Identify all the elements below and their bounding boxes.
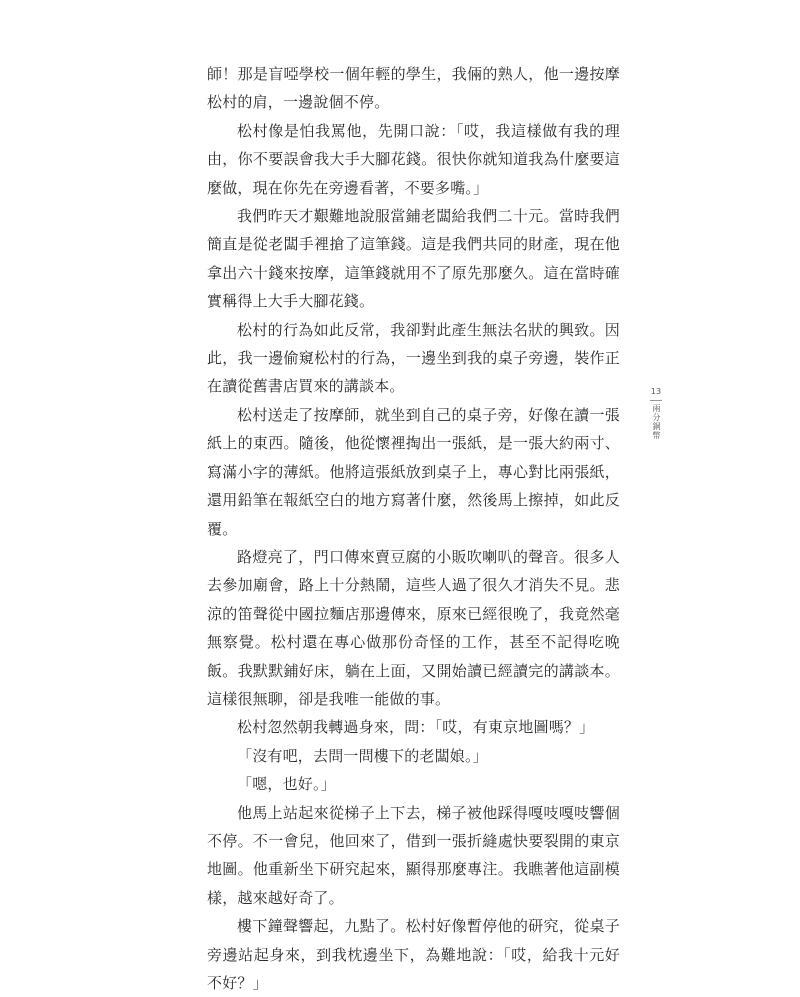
running-title: 兩分銅幣 xyxy=(652,404,661,440)
paragraph: 松村送走了按摩師，就坐到自己的桌子旁，好像在讀一張紙上的東西。隨後，他從懷裡掏出一張紙，是一張大約兩寸、寫滿小字的薄紙。他將這張紙放到桌子上，專心對比兩張紙，還用鉛筆在報紙空白的地方寫著什麼，然後馬上擦掉，如此反覆。 xyxy=(207,405,620,538)
body-text xyxy=(207,60,620,997)
paragraph: 松村忽然朝我轉過身來，問：「哎，有東京地圖嗎？」 xyxy=(237,718,595,737)
paragraph: 「嗯，也好。」 xyxy=(237,775,336,794)
paragraph: 路燈亮了，門口傳來賣豆腐的小販吹喇叭的聲音。很多人去參加廟會，路上十分熱鬧，這些人過了很久才消失不見。悲涼的笛聲從中國拉麵店那邊傳來，原來已經很晚了，我竟然毫無察覺。松村還在專心做那份奇怪的工作，甚至不記得吃晚飯。我默默鋪好床，躺在上面，又開始讀已經讀完的講談本。這樣很無聊，卻是我唯一能做的事。 xyxy=(207,547,620,708)
paragraph: 他馬上站起來從梯子上下去，梯子被他踩得嘎吱嘎吱響個不停。不一會兒，他回來了，借到一張折縫處快要裂開的東京地圖。他重新坐下研究起來，顯得那麼專注。我瞧著他這副模樣，越來越好奇了。 xyxy=(207,803,620,907)
paragraph: 「沒有吧，去問一問樓下的老闆娘。」 xyxy=(237,746,488,765)
paragraph: 我們昨天才艱難地說服當鋪老闆給我們二十元。當時我們簡直是從老闆手裡搶了這筆錢。這是我們共同的財產，現在他拿出六十錢來按摩，這筆錢就用不了原先那麼久。這在當時確實稱得上大手大腳花錢。 xyxy=(207,207,620,311)
paragraph-continued: 師！那是盲啞學校一個年輕的學生，我倆的熟人，他一邊按摩松村的肩，一邊說個不停。 xyxy=(207,65,620,112)
page-number: 13 xyxy=(650,387,662,396)
paragraph: 樓下鐘聲響起，九點了。松村好像暫停他的研究，從桌子旁邊站起身來，到我枕邊坐下，為難地說：「哎，給我十元好不好？」 xyxy=(207,917,620,992)
folio-divider xyxy=(650,400,662,401)
paragraph: 松村像是怕我罵他，先開口說：「哎，我這樣做有我的理由，你不要誤會我大手大腳花錢。很快你就知道我為什麼要這麼做，現在你先在旁邊看著，不要多嘴。」 xyxy=(207,121,620,197)
paragraph: 松村的行為如此反常，我卻對此產生無法名狀的興致。因此，我一邊偷窺松村的行為，一邊坐到我的桌子旁邊，裝作正在讀從舊書店買來的講談本。 xyxy=(207,320,620,396)
page-folio xyxy=(649,387,663,440)
